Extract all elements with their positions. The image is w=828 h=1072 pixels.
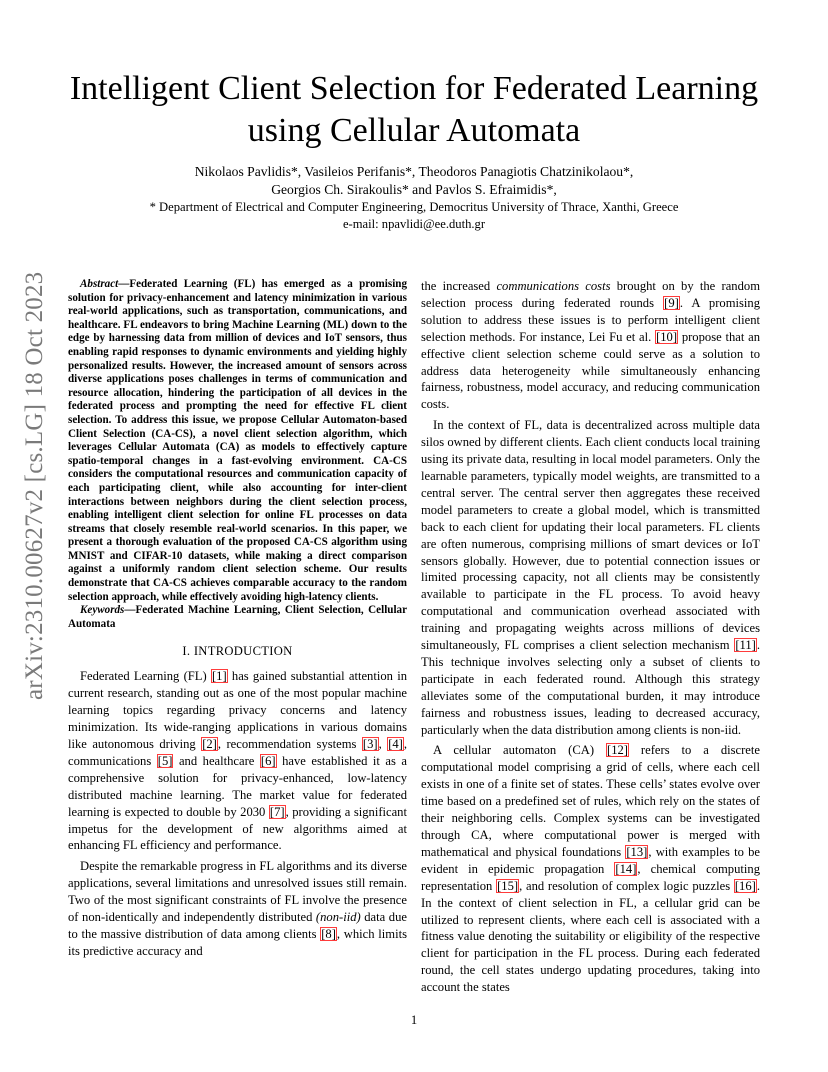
citation-link[interactable]: [8] xyxy=(321,926,336,941)
citation-link[interactable]: [11] xyxy=(735,638,756,653)
citation-link[interactable]: [13] xyxy=(626,844,648,859)
citation-link[interactable]: [3] xyxy=(362,736,378,751)
intro-paragraph-4 xyxy=(421,742,760,996)
affiliation: * Department of Electrical and Computer Engineering, Democritus University of Thrace, Xanthi, Greece xyxy=(149,200,679,214)
citation-link[interactable]: [14] xyxy=(615,861,637,876)
intro-paragraph-3 xyxy=(421,417,760,738)
text-run: Despite the remarkable progress in FL algorithms and its diverse applications, several limitations and unresolved issues still remain. Two of the most significant constraints of FL involve the presence of non-identically and independently distributed xyxy=(68,859,407,925)
text-run: . A promising solution to address these issues is to perform intelligent client selection methods. For instance, Lei Fu et al. xyxy=(421,295,760,344)
citation-link[interactable]: [1] xyxy=(211,669,227,684)
citation-link[interactable]: [15] xyxy=(497,878,519,893)
citation-link[interactable]: [5] xyxy=(157,753,173,768)
abstract-heading: Abstract xyxy=(80,278,119,290)
text-run: the increased xyxy=(421,279,497,293)
authors-line-1: Nikolaos Pavlidis*, Vasileios Perifanis*, Theodoros Panagiotis Chatzinikolaou*, xyxy=(194,164,634,179)
section-heading-introduction: I. INTRODUCTION xyxy=(182,644,293,659)
text-run: , chemical computing representation xyxy=(421,861,760,893)
intro-paragraph-2 xyxy=(68,858,407,959)
intro-paragraph-2-continued xyxy=(421,278,760,413)
paper-title: Intelligent Client Selection for Federated Learning using Cellular Automata xyxy=(69,70,759,149)
text-run: and healthcare xyxy=(173,753,260,768)
arxiv-identifier xyxy=(21,271,61,700)
text-run: , providing a significant impetus for the development of new algorithms aimed at enhancing FL efficiency and performance. xyxy=(68,804,407,853)
authors-line-2: Georgios Ch. Sirakoulis* and Pavlos S. Efraimidis*, xyxy=(271,182,557,197)
keywords xyxy=(68,604,407,631)
text-run: In the context of FL, data is decentralized across multiple data silos owned by different clients. Each client conducts local training using its private data, resulting in local model parameters. Only the learnable parameters, typically model weights, are transmitted to a central server. The central server then aggregates these received model parameters to create a global model, which is transmitted back to each client for updating their local parameters. FL clients are often numerous, comprising millions of smart devices or IoT sensors globally. However, due to potential connection issues or limited processing capacity, not all clients may be consistently available to participate in the FL process. To avoid heavy computational and communication overhead associated with training and propagating weights across millions of devices simultaneously, FL comprises a client selection mechanism xyxy=(421,418,760,653)
text-run: propose that an effective client selection scheme could serve as a solution to address data heterogeneity while simultaneously enhancing fairness, robustness, model accuracy, and reducing communication costs. xyxy=(421,329,760,412)
text-run: has gained substantial attention in current research, standing out as one of the most popular machine learning topics regarding privacy concerns and latency minimization. Its wide-ranging applications in various domains like autonomous driving xyxy=(68,669,407,751)
text-run: brought on by the random selection process during federated rounds xyxy=(421,279,760,310)
text-run: , which limits its predictive accuracy and xyxy=(68,926,407,958)
text-run: Federated Learning (FL) xyxy=(80,669,211,684)
citation-link[interactable]: [4] xyxy=(388,736,403,751)
text-run: data due to the massive distribution of data among clients xyxy=(68,910,407,941)
keywords-heading: Keywords xyxy=(80,604,125,617)
abstract-text: —Federated Learning (FL) has emerged as a promising solution for privacy-enhancement and latency minimization in various real-world applications, such as transportation, communications, and healthcare. FL endeavors to bring Machine Learning (ML) down to the edge by harnessing data from million of devices and IoT sensors, thus enabling rapid responses to dynamic environments and yielding highly personalized results. However, the increased amount of sensors across diverse applications poses challenges in terms of communication and resource allocation, hindering the participation of all devices in the federated process and prompting the need for effective FL client selection. To address this issue, we propose Cellular Automaton-based Client Selection (CA-CS), a novel client selection algorithm, which leverages Cellular Automata (CA) as models to effectively capture spatio-temporal changes in a fast-evolving environment. CA-CS considers the computational resources and communication capacity of each participating client, while also accounting for inter-client interactions between neighbors during the client selection process, enabling intelligent client selection for online FL processes on data streams that closely resemble real-world scenarios. In this paper, we present a thorough evaluation of the proposed CA-CS algorithm using MNIST and CIFAR-10 datasets, while making a direct comparison against a uniformly random client selection scheme. Our results demonstrate that CA-CS achieves comparable accuracy to the random selection approach, while effectively avoiding high-latency clients. xyxy=(68,278,407,603)
emphasis: (non-iid) xyxy=(315,910,361,925)
text-run: , and resolution of complex logic puzzles xyxy=(519,878,734,893)
text-run: A cellular automaton (CA) xyxy=(433,743,606,758)
citation-link[interactable]: [7] xyxy=(269,804,285,819)
citation-link[interactable]: [6] xyxy=(260,753,276,768)
text-run: have established it as a comprehensive solution for privacy-enhanced, low-latency distributed machine learning. The market value for federated learning is expected to double by 2030 xyxy=(68,753,407,819)
affiliation-block xyxy=(60,199,768,233)
text-run: . In the context of client selection in FL, a cellular grid can be utilized to represent clients, where each cell is associated with a fitness value denoting the suitability or eligibility of the respective client for participation in the FL process. During each federated round, the cell states undergo updating procedures, taking into account the states xyxy=(421,878,760,995)
contact-email: e-mail: npavlidi@ee.duth.gr xyxy=(342,217,486,231)
author-list xyxy=(60,163,768,199)
right-column xyxy=(421,278,760,1000)
text-run: , recommendation systems xyxy=(217,736,362,751)
text-run: . This technique involves selecting only a subset of clients to participate in each federated round. Although this strategy alleviates some of the computational burden, it may introduce fairness and robustness issues, leading to decreased accuracy, particularly when the data distribution among clients is non-iid. xyxy=(421,638,760,737)
keywords-text: —Federated Machine Learning, Client Selection, Cellular Automata xyxy=(68,604,407,630)
citation-link[interactable]: [12] xyxy=(607,743,628,758)
abstract xyxy=(68,278,407,604)
page-number: 1 xyxy=(410,1013,418,1027)
intro-paragraph-1 xyxy=(68,668,407,854)
text-run: , xyxy=(378,736,388,751)
citation-link[interactable]: [10] xyxy=(656,329,678,344)
left-column xyxy=(68,278,407,964)
emphasis: communications costs xyxy=(496,279,611,293)
text-run: , communications xyxy=(68,736,408,768)
citation-link[interactable]: [2] xyxy=(202,736,217,751)
arxiv-identifier-text: arXiv:2310.00627v2 [cs.LG] 18 Oct 2023 xyxy=(21,271,48,700)
citation-link[interactable]: [9] xyxy=(664,295,679,310)
citation-link[interactable]: [16] xyxy=(734,878,756,893)
text-run: , with examples to be evident in epidemic propagation xyxy=(421,844,760,876)
text-run: refers to a discrete computational model comprising a grid of cells, where each cell exists in one of a finite set of states. These cells’ states evolve over time based on a predefined set of rules, which rely on the states of their neighboring cells. Complex systems can be investigated through CA, where computational power is merged with mathematical and physical foundations xyxy=(421,743,760,859)
